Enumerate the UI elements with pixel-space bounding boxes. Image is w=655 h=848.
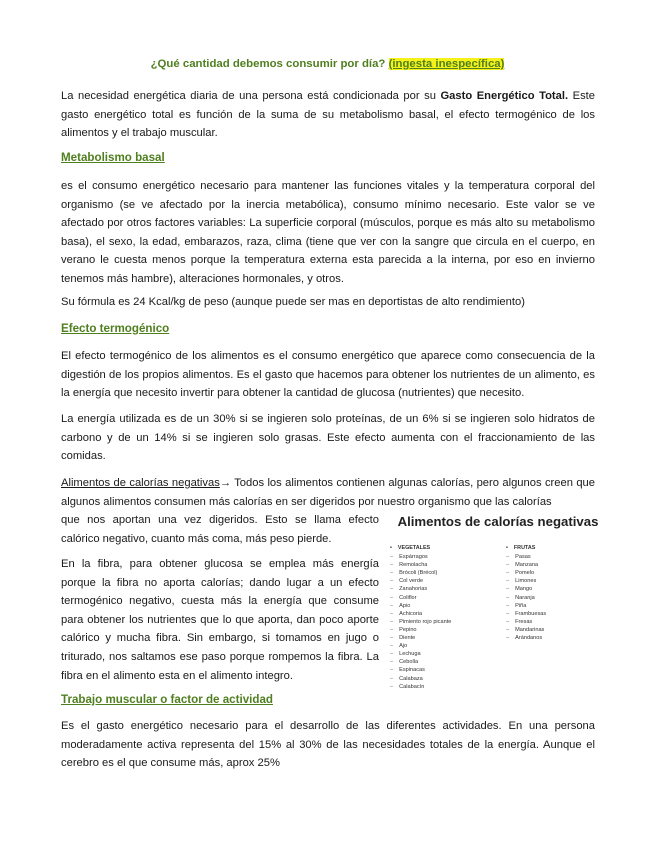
list-item: – Achicoria: [390, 610, 500, 618]
list-item: – Limones: [506, 577, 606, 585]
negativas-text: Todos los alimentos contienen algunas calorías, pero algunos creen que algunos alimentos consumen más calorías en ser digeridos por nuestro organismo que las calorías: [61, 477, 595, 508]
arrow-icon: →: [219, 477, 231, 489]
intro-text: La necesidad energética diaria de una persona está condicionada por su: [61, 90, 441, 102]
list-item: – Espinacas: [390, 666, 500, 674]
list-item: – Piña: [506, 602, 606, 610]
list-item: – Fresas: [506, 618, 606, 626]
fibra-paragraph: En la fibra, para obtener glucosa se emplea más energía porque la fibra no aporta calorías; dando lugar a un efecto termogénico negativo, cuesta más la energía que consume para obtener los nutrientes que lo que aporta, dan poco aporte calórico y mucha fibra. Sin embargo, si tomamos en jugo o triturado, nos saltamos ese paso porque rompemos la fibra. La fibra en el alimento esta en el alimento integro.: [61, 558, 379, 682]
list-item: – Col verde: [390, 577, 500, 585]
heading-negativas: Alimentos de calorías negativas: [61, 477, 220, 489]
trabajo-paragraph: Es el gasto energético necesario para el desarrollo de las diferentes actividades. En una persona moderadamente activa representa del 15% al 30% de las necesidades totales de la energía. Aunque el cerebro es el que consume más, aprox 25%: [61, 720, 595, 770]
vegetales-label: • VEGETALES: [390, 544, 500, 552]
list-item: – Espárragos: [390, 553, 500, 561]
list-item: – Diente: [390, 634, 500, 642]
frutas-list: [506, 544, 606, 642]
negative-calorie-figure: [378, 510, 618, 690]
list-item: – Apio: [390, 602, 500, 610]
figure-title: Alimentos de calorías negativas: [397, 514, 599, 529]
list-item: – Mandarinas: [506, 626, 606, 634]
list-item: – Lechuga: [390, 650, 500, 658]
heading-metabolismo: Metabolismo basal: [61, 151, 165, 164]
list-item: – Naranja: [506, 594, 606, 602]
intro-paragraph: [61, 87, 595, 143]
list-item: – Ajo: [390, 642, 500, 650]
list-item: – Cebolla: [390, 658, 500, 666]
frutas-label: • FRUTAS: [506, 544, 606, 552]
title-main: ¿Qué cantidad debemos consumir por día?: [150, 58, 386, 70]
list-item: – Pomelo: [506, 569, 606, 577]
intro-bold: Gasto Energético Total.: [440, 90, 569, 102]
list-item: – Brócoli (Brécol): [390, 569, 500, 577]
efecto-paragraph-1: El efecto termogénico de los alimentos es el consumo energético que aparece como consecuencia de la digestión de los propios alimentos. Es el gasto que hacemos para obtener los nutrientes de un alimento, es la energía que necesito invertir para obtener la cantidad de glucosa (nutrientes) que necesito.: [61, 350, 595, 400]
title-highlight: (ingesta inespecífica): [388, 58, 505, 70]
list-item: – Pimiento rojo picante: [390, 618, 500, 626]
negativas-narrow-paragraph: que nos aportan una vez digeridos. Esto se llama efecto calórico negativo, cuanto más coma, más peso pierde.: [61, 514, 379, 545]
efecto-paragraph-2: La energía utilizada es de un 30% si se ingieren solo proteínas, de un 6% si se ingieren solo hidratos de carbono y de un 14% si se ingieren solo grasas. Este efecto aumenta con el fraccionamiento de las comidas.: [61, 413, 595, 463]
list-item: – Calabacín: [390, 683, 500, 691]
list-item: – Pasas: [506, 553, 606, 561]
negativas-intro: [61, 474, 595, 511]
list-item: – Frambuesas: [506, 610, 606, 618]
formula-paragraph: Su fórmula es 24 Kcal/kg de peso (aunque puede ser mas en deportistas de alto rendimiento): [61, 296, 525, 308]
list-item: – Arándanos: [506, 634, 606, 642]
list-item: – Calabaza: [390, 675, 500, 683]
metabolismo-paragraph: es el consumo energético necesario para mantener las funciones vitales y la temperatura corporal del organismo (se ve afectado por la inercia metabólica), consumo mínimo necesario. Este valor se ve afectado por otros factores variables: La superficie corporal (músculos, porque es más alto su metabolismo basa), el sexo, la edad, embarazos, raza, clima (tiene que ver con la sangre que circula en el cuerpo, en verano le cuesta menos porque la temperatura externa esta parecida a la interna, por eso en invierno tenemos más hambre), alteraciones hormonales, y otros.: [61, 180, 595, 285]
list-item: – Remolacha: [390, 561, 500, 569]
list-item: – Pepino: [390, 626, 500, 634]
list-item: – Manzana: [506, 561, 606, 569]
intro-text-after: Este gasto energético total es función de la suma de su metabolismo basal, el efecto termogénico de los alimentos y el trabajo muscular.: [61, 90, 595, 140]
page-title: [0, 58, 655, 70]
heading-trabajo: Trabajo muscular o factor de actividad: [61, 693, 273, 706]
list-item: – Coliflor: [390, 594, 500, 602]
heading-efecto: Efecto termogénico: [61, 322, 170, 335]
list-item: – Zanahorias: [390, 585, 500, 593]
vegetales-list: [390, 544, 500, 691]
list-item: – Mango: [506, 585, 606, 593]
